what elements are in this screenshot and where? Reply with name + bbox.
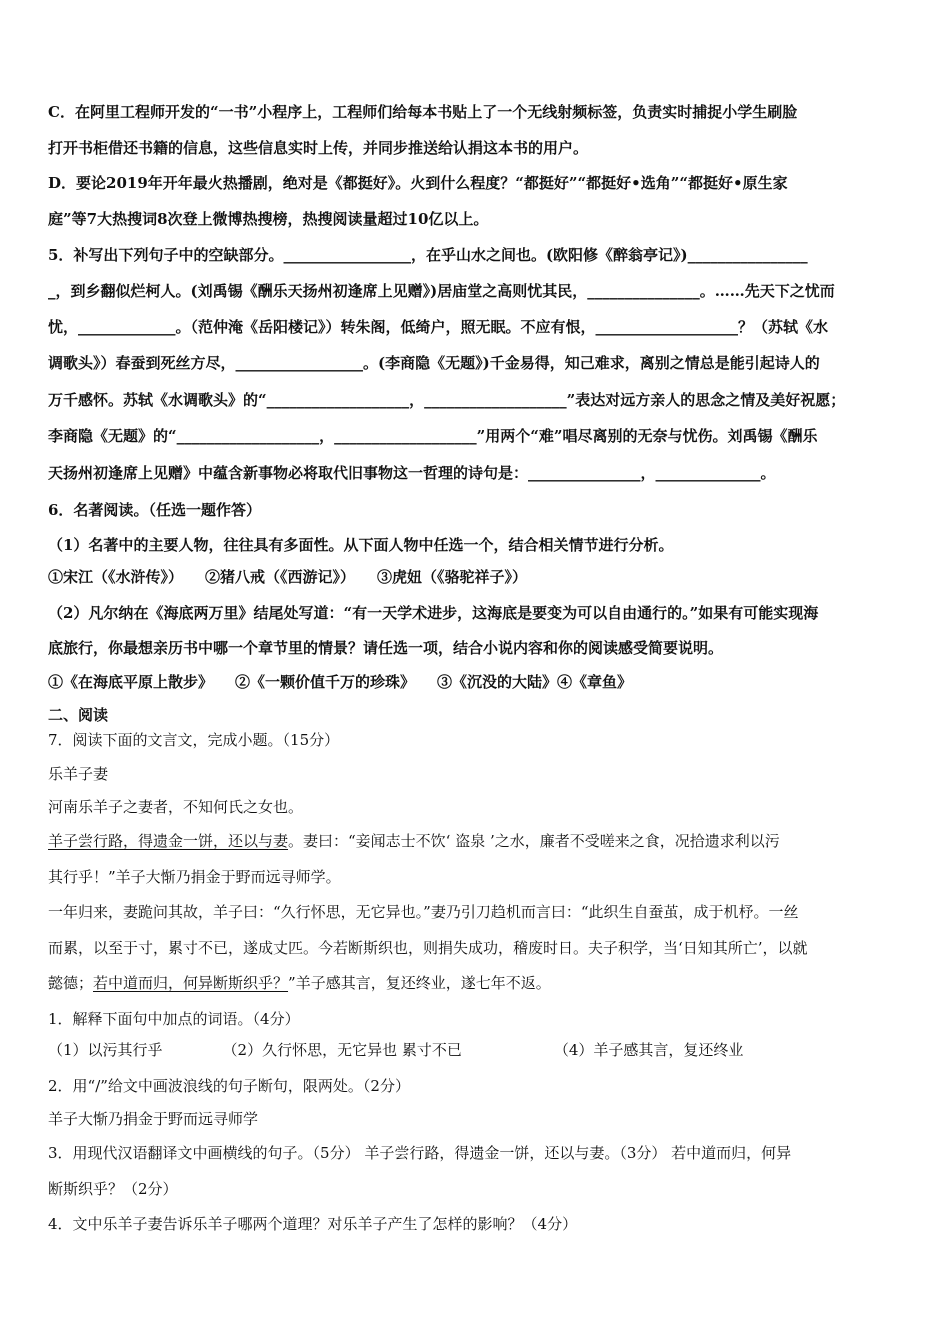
q7-title: 7．阅读下面的文言文，完成小题。（15分） [48,731,340,749]
q5-line-3: 忧，_____________。（范仲淹《岳阳楼记》）转朱阁，低绮户，照无眠。不应有恨，___________________？（苏轼《水 [48,318,829,336]
choice-songjiang: ①宋江（《水浒传》） [48,568,184,586]
choice-chapter-1: ①《在海底平原上散步》 [48,673,214,691]
subq-1-items [48,1039,743,1061]
q5-line-6: 李商隐《无题》的“___________________，___________________”用两个“难”唱尽离别的无奈与忧伤。刘禹锡《酬乐 [48,427,818,445]
passage-para-2-line-2: 其行乎！”羊子大惭乃捐金于野而远寻师学。 [48,868,341,886]
option-c-line-2: 打开书柜借还书籍的信息，这些信息实时上传，并同步推送给认捐这本书的用户。 [48,139,589,157]
choice-chapter-3-4: ③《沉没的大陆》④《章鱼》 [437,673,633,691]
passage-para-3-line-1: 一年归来，妻跪问其故，羊子曰：“久行怀思，无它异也。”妻乃引刀趋机而言曰：“此织生自蚕茧，成于机杼。一丝 [48,903,799,921]
q5-line-1: 5．补写出下列句子中的空缺部分。_________________，在乎山水之间也。(欧阳修《醉翁亭记》)________________ [48,246,808,264]
passage-title: 乐羊子妻 [48,765,109,783]
subq-3-line-1: 3．用现代汉语翻译文中画横线的句子。（5分） 羊子尝行路，得遗金一饼，还以与妻。（3分） 若中道而归，何异 [48,1144,792,1162]
subq-2-sentence: 羊子大惭乃捐金于野而远寻师学 [48,1110,259,1128]
underlined-sentence-1: 羊子尝行路，得遗金一饼，还以与妻 [48,832,289,850]
subq-1-item-2: （2）久行怀思，无它异也 累寸不已 [222,1041,462,1059]
q5-line-4: 调歌头》）春蚕到死丝方尽，_________________。(李商隐《无题》)千金易得，知己难求，离别之情总是能引起诗人的 [48,354,820,372]
section-heading-reading: 二、阅读 [48,706,109,724]
passage-para-2-line-1: 羊子尝行路，得遗金一饼，还以与妻。妻曰：“妾闻志士不饮‘ 盗泉 ’之水，廉者不受嗟来之食，况拾遗求利以污 [48,832,780,850]
q5-line-7: 天扬州初逢席上见赠》中蕴含新事物必将取代旧事物这一哲理的诗句是：_______________，______________。 [48,464,776,482]
q5-line-5: 万千感怀。苏轼《水调歌头》的“___________________，___________________”表达对远方亲人的思念之情及美好祝愿； [48,391,846,409]
option-d-line-2: 庭”等7大热搜词8次登上微博热搜榜，热搜阅读量超过10亿以上。 [48,210,489,228]
subq-1-title: 1．解释下面句中加点的词语。（4分） [48,1010,300,1028]
choice-huniu: ③虎妞（《骆驼祥子》） [377,568,528,586]
passage-para-3-line-3: 懿德；若中道而归，何异断斯织乎？”羊子感其言，复还终业，遂七年不返。 [48,974,551,992]
q5-line-2: _，到乡翻似烂柯人。(刘禹锡《酬乐天扬州初逢席上见赠》)居庙堂之高则忧其民，_______________。……先天下之忧而 [48,282,835,300]
subq-1-item-1: （1）以污其行乎 [48,1041,163,1059]
q6-character-choices [48,566,527,588]
passage-para-3-line-2: 而累，以至于寸，累寸不已，遂成丈匹。今若断斯织也，则捐失成功，稽废时日。夫子积学，当‘日知其所亡’，以就 [48,939,808,957]
q6-chapter-choices [48,671,632,693]
q6-part2-line-1: （2）凡尔纳在《海底两万里》结尾处写道：“有一天学术进步，这海底是要变为可以自由通行的。”如果有可能实现海 [48,604,819,622]
subq-1-item-4: （4）羊子感其言，复还终业 [553,1041,744,1059]
option-d-line-1: D．要论2019年开年最火热播剧，绝对是《都挺好》。火到什么程度？“都挺好”“都挺好•选角”“都挺好•原生家 [48,174,788,192]
subq-2-title: 2．用“/”给文中画波浪线的句子断句，限两处。（2分） [48,1077,410,1095]
option-c-line-1: C．在阿里工程师开发的“一书”小程序上，工程师们给每本书贴上了一个无线射频标签，负责实时捕捉小学生刷脸 [48,103,798,121]
passage-para-1: 河南乐羊子之妻者，不知何氏之女也。 [48,798,304,816]
choice-zhubajie: ②猪八戒（《西游记》） [205,568,356,586]
q6-part1: （1）名著中的主要人物，往往具有多面性。从下面人物中任选一个，结合相关情节进行分析。 [48,536,674,554]
underlined-sentence-2: 若中道而归，何异断斯织乎？ [93,974,289,992]
choice-chapter-2: ②《一颗价值千万的珍珠》 [235,673,416,691]
q6-part2-line-2: 底旅行，你最想亲历书中哪一个章节里的情景？请任选一项，结合小说内容和你的阅读感受简要说明。 [48,639,724,657]
q6-title: 6．名著阅读。（任选一题作答） [48,501,261,519]
subq-4: 4．文中乐羊子妻告诉乐羊子哪两个道理？对乐羊子产生了怎样的影响？（4分） [48,1215,578,1233]
subq-3-line-2: 断斯织乎？（2分） [48,1180,178,1198]
